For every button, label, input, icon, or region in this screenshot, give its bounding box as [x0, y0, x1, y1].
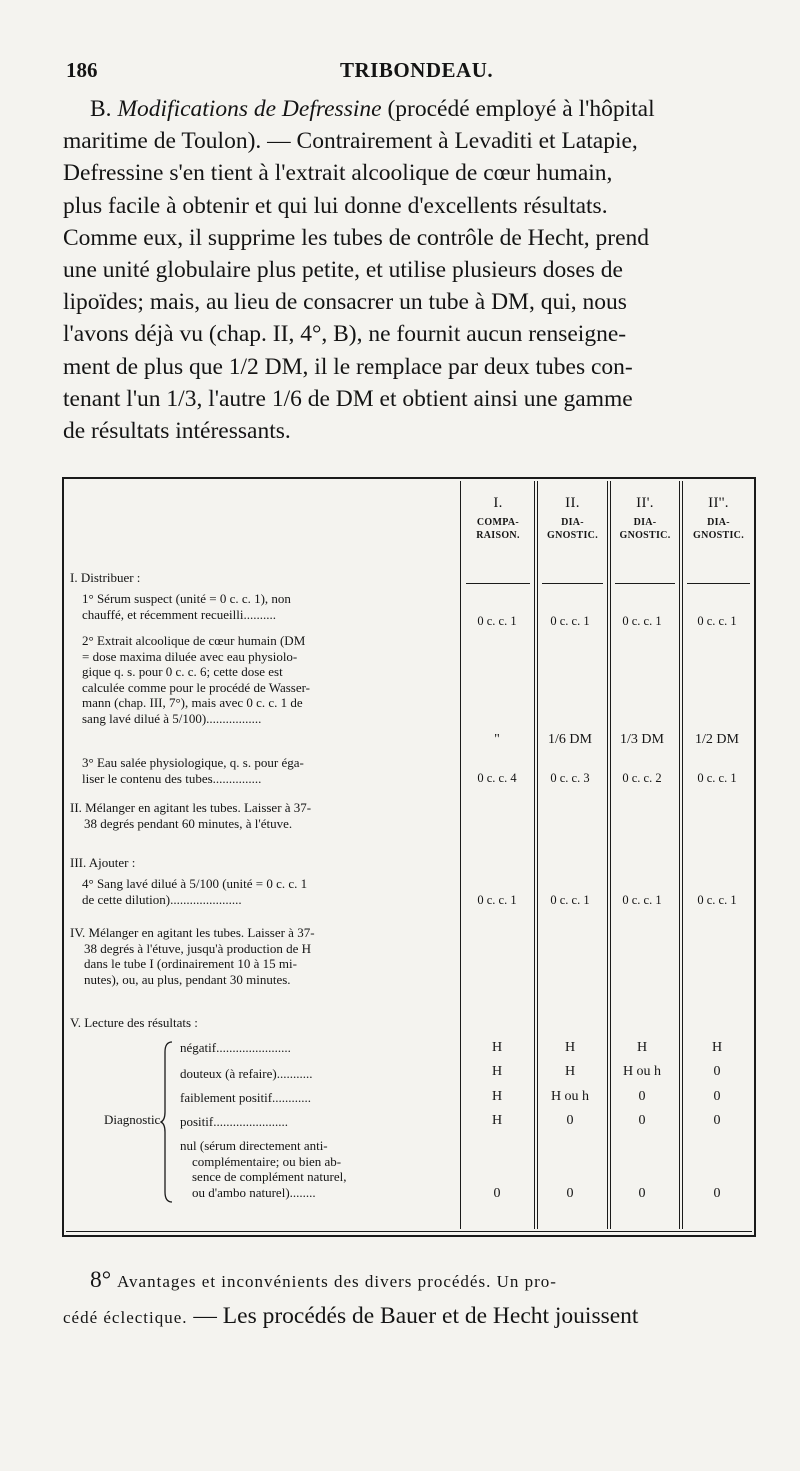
cell-positif-col3: 0: [638, 1113, 646, 1128]
cell-serum-col4: 0 c. c. 1: [697, 614, 737, 628]
diag-faible: faiblement positif............: [180, 1090, 312, 1105]
running-title: TRIBONDEAU.: [340, 58, 494, 82]
cell-sang-col1: 0 c. c. 1: [477, 893, 517, 907]
cell-douteux-col4: 0: [713, 1064, 721, 1079]
cell-positif-col4: 0: [713, 1113, 721, 1128]
intro-paragraph: [63, 93, 759, 447]
intro-line: tenant l'un 1/3, l'autre 1/6 de DM et obtient ainsi une gamme: [63, 385, 633, 412]
step-IV: IV. Mélanger en agitant les tubes. Laisser à 37- 38 degrés à l'étuve, jusqu'à production de H dans le tube I (ordinairement 10 à 15 mi- nutes), ou, au plus, pendant 30 minutes.: [70, 925, 315, 987]
step-eau: 3° Eau salée physiologique, q. s. pour éga- liser le contenu des tubes...............: [82, 755, 304, 786]
section-title-cont: cédé éclectique.: [63, 1308, 188, 1327]
cell-negatif-col1: H: [491, 1040, 503, 1055]
section-number: 8°: [90, 1267, 112, 1293]
cell-douteux-col2: H: [564, 1064, 576, 1079]
diagnostic-label: Diagnostic: [104, 1112, 161, 1127]
cell-sang-col3: 0 c. c. 1: [622, 893, 662, 907]
cell-faible-col3: 0: [638, 1089, 646, 1104]
cell-douteux-col3: H ou h: [622, 1064, 662, 1079]
cell-douteux-col1: H: [491, 1064, 503, 1079]
cell-extrait-col1: ": [494, 732, 500, 747]
page-number: 186: [66, 58, 98, 82]
cell-negatif-col4: H: [711, 1040, 723, 1055]
page-header: [0, 58, 800, 88]
cell-serum-col1: 0 c. c. 1: [477, 614, 517, 628]
cell-nul-col3: 0: [638, 1186, 646, 1201]
intro-line: ment de plus que 1/2 DM, il le remplace par deux tubes con-: [63, 353, 633, 380]
cell-serum-col2: 0 c. c. 1: [550, 614, 590, 628]
cell-extrait-col2: 1/6 DM: [548, 732, 592, 747]
step-II: II. Mélanger en agitant les tubes. Laisser à 37- 38 degrés pendant 60 minutes, à l'étuve.: [70, 800, 312, 831]
intro-line: Comme eux, il supprime les tubes de contrôle de Hecht, prend: [63, 224, 650, 251]
footer-text: — Les procédés de Bauer et de Hecht jouissent: [193, 1303, 639, 1329]
cell-serum-col3: 0 c. c. 1: [622, 614, 662, 628]
step-I-title: I. Distribuer :: [70, 570, 141, 585]
cell-extrait-col4: 1/2 DM: [695, 732, 739, 747]
column-header-II-second: II''. DIA- GNOSTIC.: [683, 493, 754, 542]
cell-nul-col1: 0: [493, 1186, 501, 1201]
diag-nul: nul (sérum directement anti- complémentaire; ou bien ab- sence de complément naturel, ou d'ambo naturel)........: [180, 1138, 347, 1200]
diag-positif: positif.......................: [180, 1114, 288, 1129]
cell-positif-col2: 0: [566, 1113, 574, 1128]
cell-nul-col4: 0: [713, 1186, 721, 1201]
intro-line: de résultats intéressants.: [63, 418, 291, 445]
cell-sang-col2: 0 c. c. 1: [550, 893, 590, 907]
cell-eau-col1: 0 c. c. 4: [477, 771, 517, 785]
step-extrait: 2° Extrait alcoolique de cœur humain (DM = dose maxima diluée avec eau physiolo- gique q. s. pour 0 c. c. 6; cette dose est calculée comme pour le procédé de Wasser- mann (chap. III, 7°), mais avec 0 c. c. 1 de sang lavé dilué à 5/100).................: [82, 633, 311, 726]
cell-faible-col1: H: [491, 1089, 503, 1104]
cell-eau-col2: 0 c. c. 3: [550, 771, 590, 785]
cell-faible-col2: H ou h: [550, 1089, 590, 1104]
step-sang: 4° Sang lavé dilué à 5/100 (unité = 0 c. c. 1 de cette dilution)......................: [82, 876, 308, 907]
intro-line: plus facile à obtenir et qui lui donne d'excellents résultats.: [63, 192, 608, 219]
cell-eau-col3: 0 c. c. 2: [622, 771, 662, 785]
cell-negatif-col3: H: [636, 1040, 648, 1055]
cell-sang-col4: 0 c. c. 1: [697, 893, 737, 907]
intro-line: maritime de Toulon). — Contrairement à Levaditi et Latapie,: [63, 128, 638, 155]
column-header-II: II. DIA- GNOSTIC.: [538, 493, 607, 542]
brace-icon: [160, 1040, 174, 1204]
cell-negatif-col2: H: [564, 1040, 576, 1055]
intro-line-0: B. Modifications de Defressine (procédé employé à l'hôpital: [90, 96, 655, 122]
step-III-title: III. Ajouter :: [70, 855, 136, 870]
intro-line: lipoïdes; mais, au lieu de consacrer un tube à DM, qui, nous: [63, 289, 627, 316]
intro-line: une unité globulaire plus petite, et utilise plusieurs doses de: [63, 257, 623, 284]
step-V-title: V. Lecture des résultats :: [70, 1015, 198, 1030]
intro-line: Defressine s'en tient à l'extrait alcoolique de cœur humain,: [63, 160, 613, 187]
cell-extrait-col3: 1/3 DM: [620, 732, 664, 747]
cell-eau-col4: 0 c. c. 1: [697, 771, 737, 785]
cell-faible-col4: 0: [713, 1089, 721, 1104]
intro-label: B.: [90, 96, 112, 122]
column-header-II-prime: II'. DIA- GNOSTIC.: [611, 493, 679, 542]
section-title: Avantages et inconvénients des divers procédés. Un pro-: [117, 1272, 557, 1291]
column-header-I: I. COMPA- RAISON.: [462, 493, 534, 542]
footer-paragraph: [63, 1263, 763, 1335]
intro-title: Modifications de Defressine: [117, 96, 382, 122]
diag-negatif: négatif.......................: [180, 1040, 291, 1055]
cell-nul-col2: 0: [566, 1186, 574, 1201]
cell-positif-col1: H: [491, 1113, 503, 1128]
diag-douteux: douteux (à refaire)...........: [180, 1066, 313, 1081]
intro-line: l'avons déjà vu (chap. II, 4°, B), ne fournit aucun renseigne-: [63, 321, 627, 348]
step-serum: 1° Sérum suspect (unité = 0 c. c. 1), non chauffé, et récemment recueilli..........: [82, 591, 291, 622]
